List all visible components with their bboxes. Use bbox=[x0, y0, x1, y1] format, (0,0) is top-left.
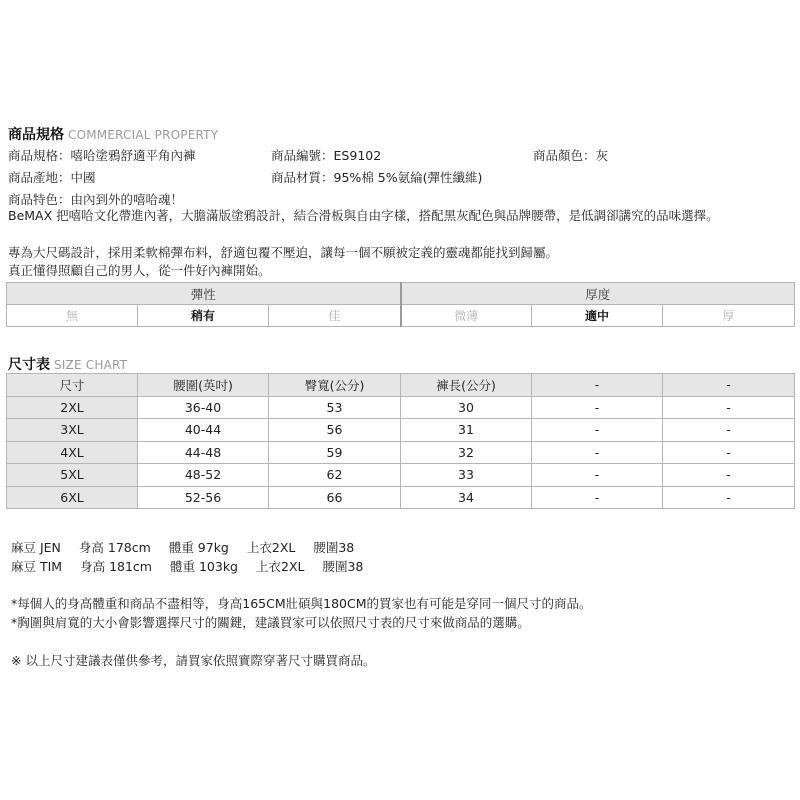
spec-item-color bbox=[533, 146, 608, 164]
model-info-jen bbox=[11, 538, 372, 556]
table-cell: 34 bbox=[401, 486, 532, 509]
description-paragraph: BeMAX 把嘻哈文化帶進內著，大膽滿版塗鴉設計，結合滑板與自由字樣，搭配黑灰配色與品牌腰帶，是低調卻講究的品味選擇。 bbox=[8, 208, 719, 223]
thickness-option: 微薄 bbox=[401, 305, 532, 327]
model-name: 麻豆 TIM bbox=[11, 559, 63, 574]
size-chart-subtitle: SIZE CHART bbox=[54, 358, 128, 372]
table-cell: 32 bbox=[401, 441, 532, 464]
table-row bbox=[7, 486, 795, 509]
size-chart-table bbox=[6, 373, 795, 509]
column-header: 臀寬(公分) bbox=[269, 374, 401, 397]
size-cell: 4XL bbox=[7, 441, 138, 464]
fabric-rating-table bbox=[6, 282, 795, 327]
table-cell: - bbox=[532, 464, 663, 487]
size-cell: 6XL bbox=[7, 486, 138, 509]
table-cell: 52-56 bbox=[138, 486, 269, 509]
table-row bbox=[7, 441, 795, 464]
table-cell: 56 bbox=[269, 419, 401, 442]
table-cell: 30 bbox=[401, 396, 532, 419]
spec-section-title bbox=[8, 124, 218, 144]
spec-sep: ： bbox=[58, 148, 71, 163]
model-height: 身高 181cm bbox=[80, 559, 152, 574]
model-info-tim bbox=[11, 557, 381, 575]
spec-value: 95%棉 5%氨綸(彈性纖維) bbox=[333, 170, 483, 185]
column-header: 尺寸 bbox=[7, 374, 138, 397]
table-cell: - bbox=[532, 486, 663, 509]
spec-label: 商品產地 bbox=[8, 170, 59, 185]
model-waist: 腰圍38 bbox=[313, 540, 355, 555]
size-chart-section-title bbox=[8, 354, 127, 374]
spec-subtitle: COMMERCIAL PROPERTY bbox=[68, 128, 219, 142]
thickness-option-selected: 適中 bbox=[532, 305, 663, 327]
table-cell: - bbox=[663, 441, 795, 464]
spec-value: 灰 bbox=[595, 148, 609, 163]
table-cell: 40-44 bbox=[138, 419, 269, 442]
table-cell: - bbox=[663, 486, 795, 509]
size-cell: 3XL bbox=[7, 419, 138, 442]
spec-item-code bbox=[271, 146, 381, 164]
elasticity-option: 無 bbox=[7, 305, 138, 327]
spec-sep: ： bbox=[321, 170, 334, 185]
spec-value: 中國 bbox=[70, 170, 96, 185]
spec-value: 由內到外的嘻哈魂！ bbox=[70, 192, 184, 207]
spec-label: 商品編號 bbox=[271, 148, 322, 163]
elasticity-header: 彈性 bbox=[7, 283, 401, 305]
model-waist: 腰圍38 bbox=[322, 559, 364, 574]
table-cell: 48-52 bbox=[138, 464, 269, 487]
model-top-size: 上衣2XL bbox=[246, 540, 296, 555]
size-chart-header-row bbox=[7, 374, 795, 397]
elasticity-option: 佳 bbox=[269, 305, 401, 327]
table-cell: - bbox=[663, 419, 795, 442]
table-cell: 59 bbox=[269, 441, 401, 464]
elasticity-option-selected: 稍有 bbox=[138, 305, 269, 327]
table-row bbox=[7, 419, 795, 442]
size-chart-title: 尺寸表 bbox=[8, 357, 50, 373]
spec-sep: ： bbox=[58, 192, 71, 207]
model-weight: 體重 97kg bbox=[168, 540, 229, 555]
table-cell: 36-40 bbox=[138, 396, 269, 419]
disclaimer: ※ 以上尺寸建議表僅供參考，請買家依照實際穿著尺寸購買商品。 bbox=[11, 653, 376, 668]
column-header: - bbox=[663, 374, 795, 397]
rating-header-row bbox=[7, 283, 795, 305]
thickness-option: 厚 bbox=[663, 305, 795, 327]
spec-item-feature bbox=[8, 190, 183, 208]
model-height: 身高 178cm bbox=[78, 540, 151, 555]
model-top-size: 上衣2XL bbox=[256, 559, 305, 574]
table-cell: 53 bbox=[269, 396, 401, 419]
note-line: *每個人的身高體重和商品不盡相等，身高165CM壯碩與180CM的買家也有可能是穿同一個尺寸的商品。 bbox=[11, 596, 592, 611]
model-weight: 體重 103kg bbox=[169, 559, 238, 574]
spec-item-material bbox=[271, 168, 482, 186]
table-cell: 33 bbox=[401, 464, 532, 487]
table-cell: - bbox=[532, 441, 663, 464]
spec-sep: ： bbox=[58, 170, 71, 185]
table-row bbox=[7, 396, 795, 419]
rating-options-row bbox=[7, 305, 795, 327]
description-paragraph: 真正懂得照顧自己的男人，從一件好內褲開始。 bbox=[8, 263, 271, 278]
note-line: *胸圍與肩寬的大小會影響選擇尺寸的關鍵，建議買家可以依照尺寸表的尺寸來做商品的選購。 bbox=[11, 615, 530, 630]
table-cell: 44-48 bbox=[138, 441, 269, 464]
size-cell: 5XL bbox=[7, 464, 138, 487]
spec-item-origin bbox=[8, 168, 96, 186]
spec-label: 商品顏色 bbox=[533, 148, 584, 163]
column-header: - bbox=[532, 374, 663, 397]
table-cell: 62 bbox=[269, 464, 401, 487]
spec-label: 商品材質 bbox=[271, 170, 322, 185]
table-cell: - bbox=[663, 464, 795, 487]
spec-title: 商品規格 bbox=[8, 127, 64, 143]
spec-sep: ： bbox=[321, 148, 334, 163]
table-cell: 31 bbox=[401, 419, 532, 442]
model-name: 麻豆 JEN bbox=[11, 540, 61, 555]
thickness-header: 厚度 bbox=[401, 283, 795, 305]
spec-sep: ： bbox=[583, 148, 596, 163]
table-cell: - bbox=[532, 419, 663, 442]
table-row bbox=[7, 464, 795, 487]
spec-label: 商品特色 bbox=[8, 192, 59, 207]
spec-value: ES9102 bbox=[333, 148, 382, 163]
description-paragraph: 專為大尺碼設計，採用柔軟棉彈布料，舒適包覆不壓迫，讓每一個不願被定義的靈魂都能找到歸屬。 bbox=[8, 245, 559, 260]
table-cell: - bbox=[663, 396, 795, 419]
table-cell: - bbox=[532, 396, 663, 419]
spec-item-name bbox=[8, 146, 196, 164]
table-cell: 66 bbox=[269, 486, 401, 509]
column-header: 褲長(公分) bbox=[401, 374, 532, 397]
size-cell: 2XL bbox=[7, 396, 138, 419]
column-header: 腰圍(英吋) bbox=[138, 374, 269, 397]
spec-label: 商品規格 bbox=[8, 148, 59, 163]
spec-value: 嘻哈塗鴉舒適平角內褲 bbox=[70, 148, 196, 163]
